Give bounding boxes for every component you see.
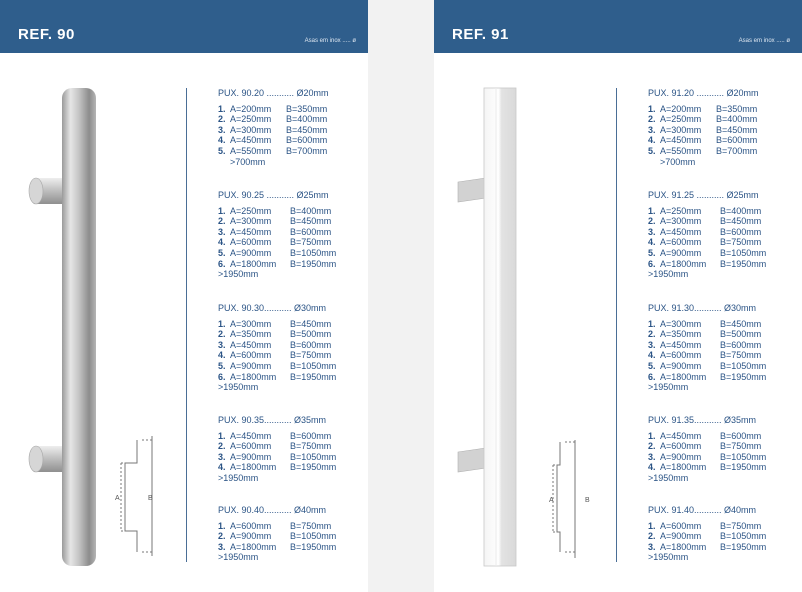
spec-group-91-40 [648, 505, 766, 563]
spec-row: 3. A=300mm B=450mm [218, 124, 328, 135]
spec-group-91-35 [648, 415, 766, 484]
spec-row: 2. A=350mm B=500mm [648, 329, 762, 340]
spec-row: 2. A=900mm B=1050mm [648, 531, 767, 542]
spec-row: 5. A=900mm B=1050mm [648, 247, 767, 258]
spec-extra: >1950mm [218, 382, 259, 393]
page-title: REF. 91 [452, 26, 509, 43]
dimension-b-label: B [585, 497, 590, 504]
spec-row: 2. A=900mm B=1050mm [218, 531, 337, 542]
spec-group-90-20 [218, 88, 329, 167]
divider-line [186, 88, 187, 562]
spec-title: PUX. 91.35........... Ø35mm [648, 415, 757, 425]
spec-row: 2. A=250mm B=400mm [648, 114, 758, 125]
spec-row: 5. A=900mm B=1050mm [218, 360, 337, 371]
spec-group-91-30 [648, 303, 766, 393]
spec-row: 2. A=600mm B=750mm [648, 441, 762, 452]
spec-group-90-35 [218, 415, 336, 484]
spec-row: 3. A=1800mm B=1950mm [218, 541, 337, 552]
square-bar [484, 88, 516, 566]
spec-row: 4. A=600mm B=750mm [218, 237, 332, 248]
spec-row: 2. A=300mm B=450mm [648, 216, 762, 227]
catalog-page-ref-91 [434, 0, 802, 592]
spec-title: PUX. 90.40........... Ø40mm [218, 505, 327, 515]
spec-row: 1. A=450mm B=600mm [218, 430, 332, 441]
spec-row: 6. A=1800mm B=1950mm [218, 258, 337, 269]
spec-row: 6. A=1800mm B=1950mm [648, 371, 767, 382]
spec-row: 2. A=300mm B=450mm [218, 216, 332, 227]
spec-title: PUX. 90.30........... Ø30mm [218, 303, 327, 313]
spec-row: 4. A=450mm B=600mm [648, 135, 758, 146]
spec-extra: >1950mm [648, 382, 689, 393]
spec-title: PUX. 91.20 ........... Ø20mm [648, 88, 759, 98]
spec-row: 4. A=1800mm B=1950mm [218, 462, 337, 473]
spec-row: 4. A=600mm B=750mm [648, 350, 762, 361]
dimension-a-label: A [549, 497, 554, 504]
spec-row: 3. A=300mm B=450mm [648, 124, 758, 135]
spec-row: 5. A=550mm B=700mm [648, 145, 758, 156]
page-subtitle: Asas em inox ..... ø [738, 38, 790, 44]
divider-line [616, 88, 617, 562]
spec-row: 3. A=1800mm B=1950mm [648, 541, 767, 552]
spec-row: 2. A=250mm B=400mm [218, 114, 328, 125]
page-title: REF. 90 [18, 26, 75, 43]
spec-row: 1. A=200mm B=350mm [648, 103, 758, 114]
spec-extra: >1950mm [648, 472, 689, 483]
spec-group-90-25 [218, 190, 336, 280]
spec-row: 3. A=450mm B=600mm [218, 339, 332, 350]
spec-title: PUX. 91.40........... Ø40mm [648, 505, 757, 515]
dimension-b-label: B [148, 495, 153, 502]
standoff-top [458, 178, 486, 202]
spec-extra: >1950mm [218, 472, 259, 483]
page-subtitle: Asas em inox ..... ø [304, 38, 356, 44]
spec-row: 1. A=200mm B=350mm [218, 103, 328, 114]
spec-row: 3. A=900mm B=1050mm [648, 451, 767, 462]
spec-extra: >1950mm [218, 552, 259, 563]
spec-row: 4. A=1800mm B=1950mm [648, 462, 767, 473]
spec-row: 1. A=450mm B=600mm [648, 430, 762, 441]
spec-row: 4. A=450mm B=600mm [218, 135, 328, 146]
spec-row: 6. A=1800mm B=1950mm [218, 371, 337, 382]
spec-row: 3. A=450mm B=600mm [648, 339, 762, 350]
spec-row: 5. A=900mm B=1050mm [648, 360, 767, 371]
spec-row: 5. A=550mm B=700mm [218, 145, 328, 156]
spec-extra: >700mm [660, 156, 696, 167]
spec-row: 1. A=600mm B=750mm [218, 520, 332, 531]
spec-row: 1. A=300mm B=450mm [218, 318, 332, 329]
spec-group-90-30 [218, 303, 336, 393]
spec-row: 4. A=600mm B=750mm [648, 237, 762, 248]
round-bar [62, 88, 96, 566]
spec-row: 1. A=250mm B=400mm [218, 205, 332, 216]
spec-title: PUX. 90.20 ........... Ø20mm [218, 88, 329, 98]
spec-extra: >1950mm [648, 552, 689, 563]
spec-row: 2. A=600mm B=750mm [218, 441, 332, 452]
spec-row: 3. A=450mm B=600mm [648, 226, 762, 237]
spec-row: 4. A=600mm B=750mm [218, 350, 332, 361]
catalog-page-ref-90 [0, 0, 368, 592]
spec-extra: >1950mm [648, 269, 689, 280]
spec-row: 1. A=300mm B=450mm [648, 318, 762, 329]
spec-row: 1. A=600mm B=750mm [648, 520, 762, 531]
spec-row: 3. A=900mm B=1050mm [218, 451, 337, 462]
spec-extra: >1950mm [218, 269, 259, 280]
spec-title: PUX. 90.25 ........... Ø25mm [218, 190, 329, 200]
spec-title: PUX. 91.30........... Ø30mm [648, 303, 757, 313]
spec-group-91-20 [648, 88, 759, 167]
dimension-a-label: A [115, 495, 120, 502]
spec-title: PUX. 91.25 ........... Ø25mm [648, 190, 759, 200]
spec-group-91-25 [648, 190, 766, 280]
spec-extra: >700mm [230, 156, 266, 167]
spec-row: 3. A=450mm B=600mm [218, 226, 332, 237]
spec-title: PUX. 90.35........... Ø35mm [218, 415, 327, 425]
spec-row: 1. A=250mm B=400mm [648, 205, 762, 216]
standoff-bottom [458, 448, 486, 472]
dimension-diagram [553, 440, 575, 558]
spec-group-90-40 [218, 505, 336, 563]
spec-row: 5. A=900mm B=1050mm [218, 247, 337, 258]
spec-row: 6. A=1800mm B=1950mm [648, 258, 767, 269]
spec-row: 2. A=350mm B=500mm [218, 329, 332, 340]
